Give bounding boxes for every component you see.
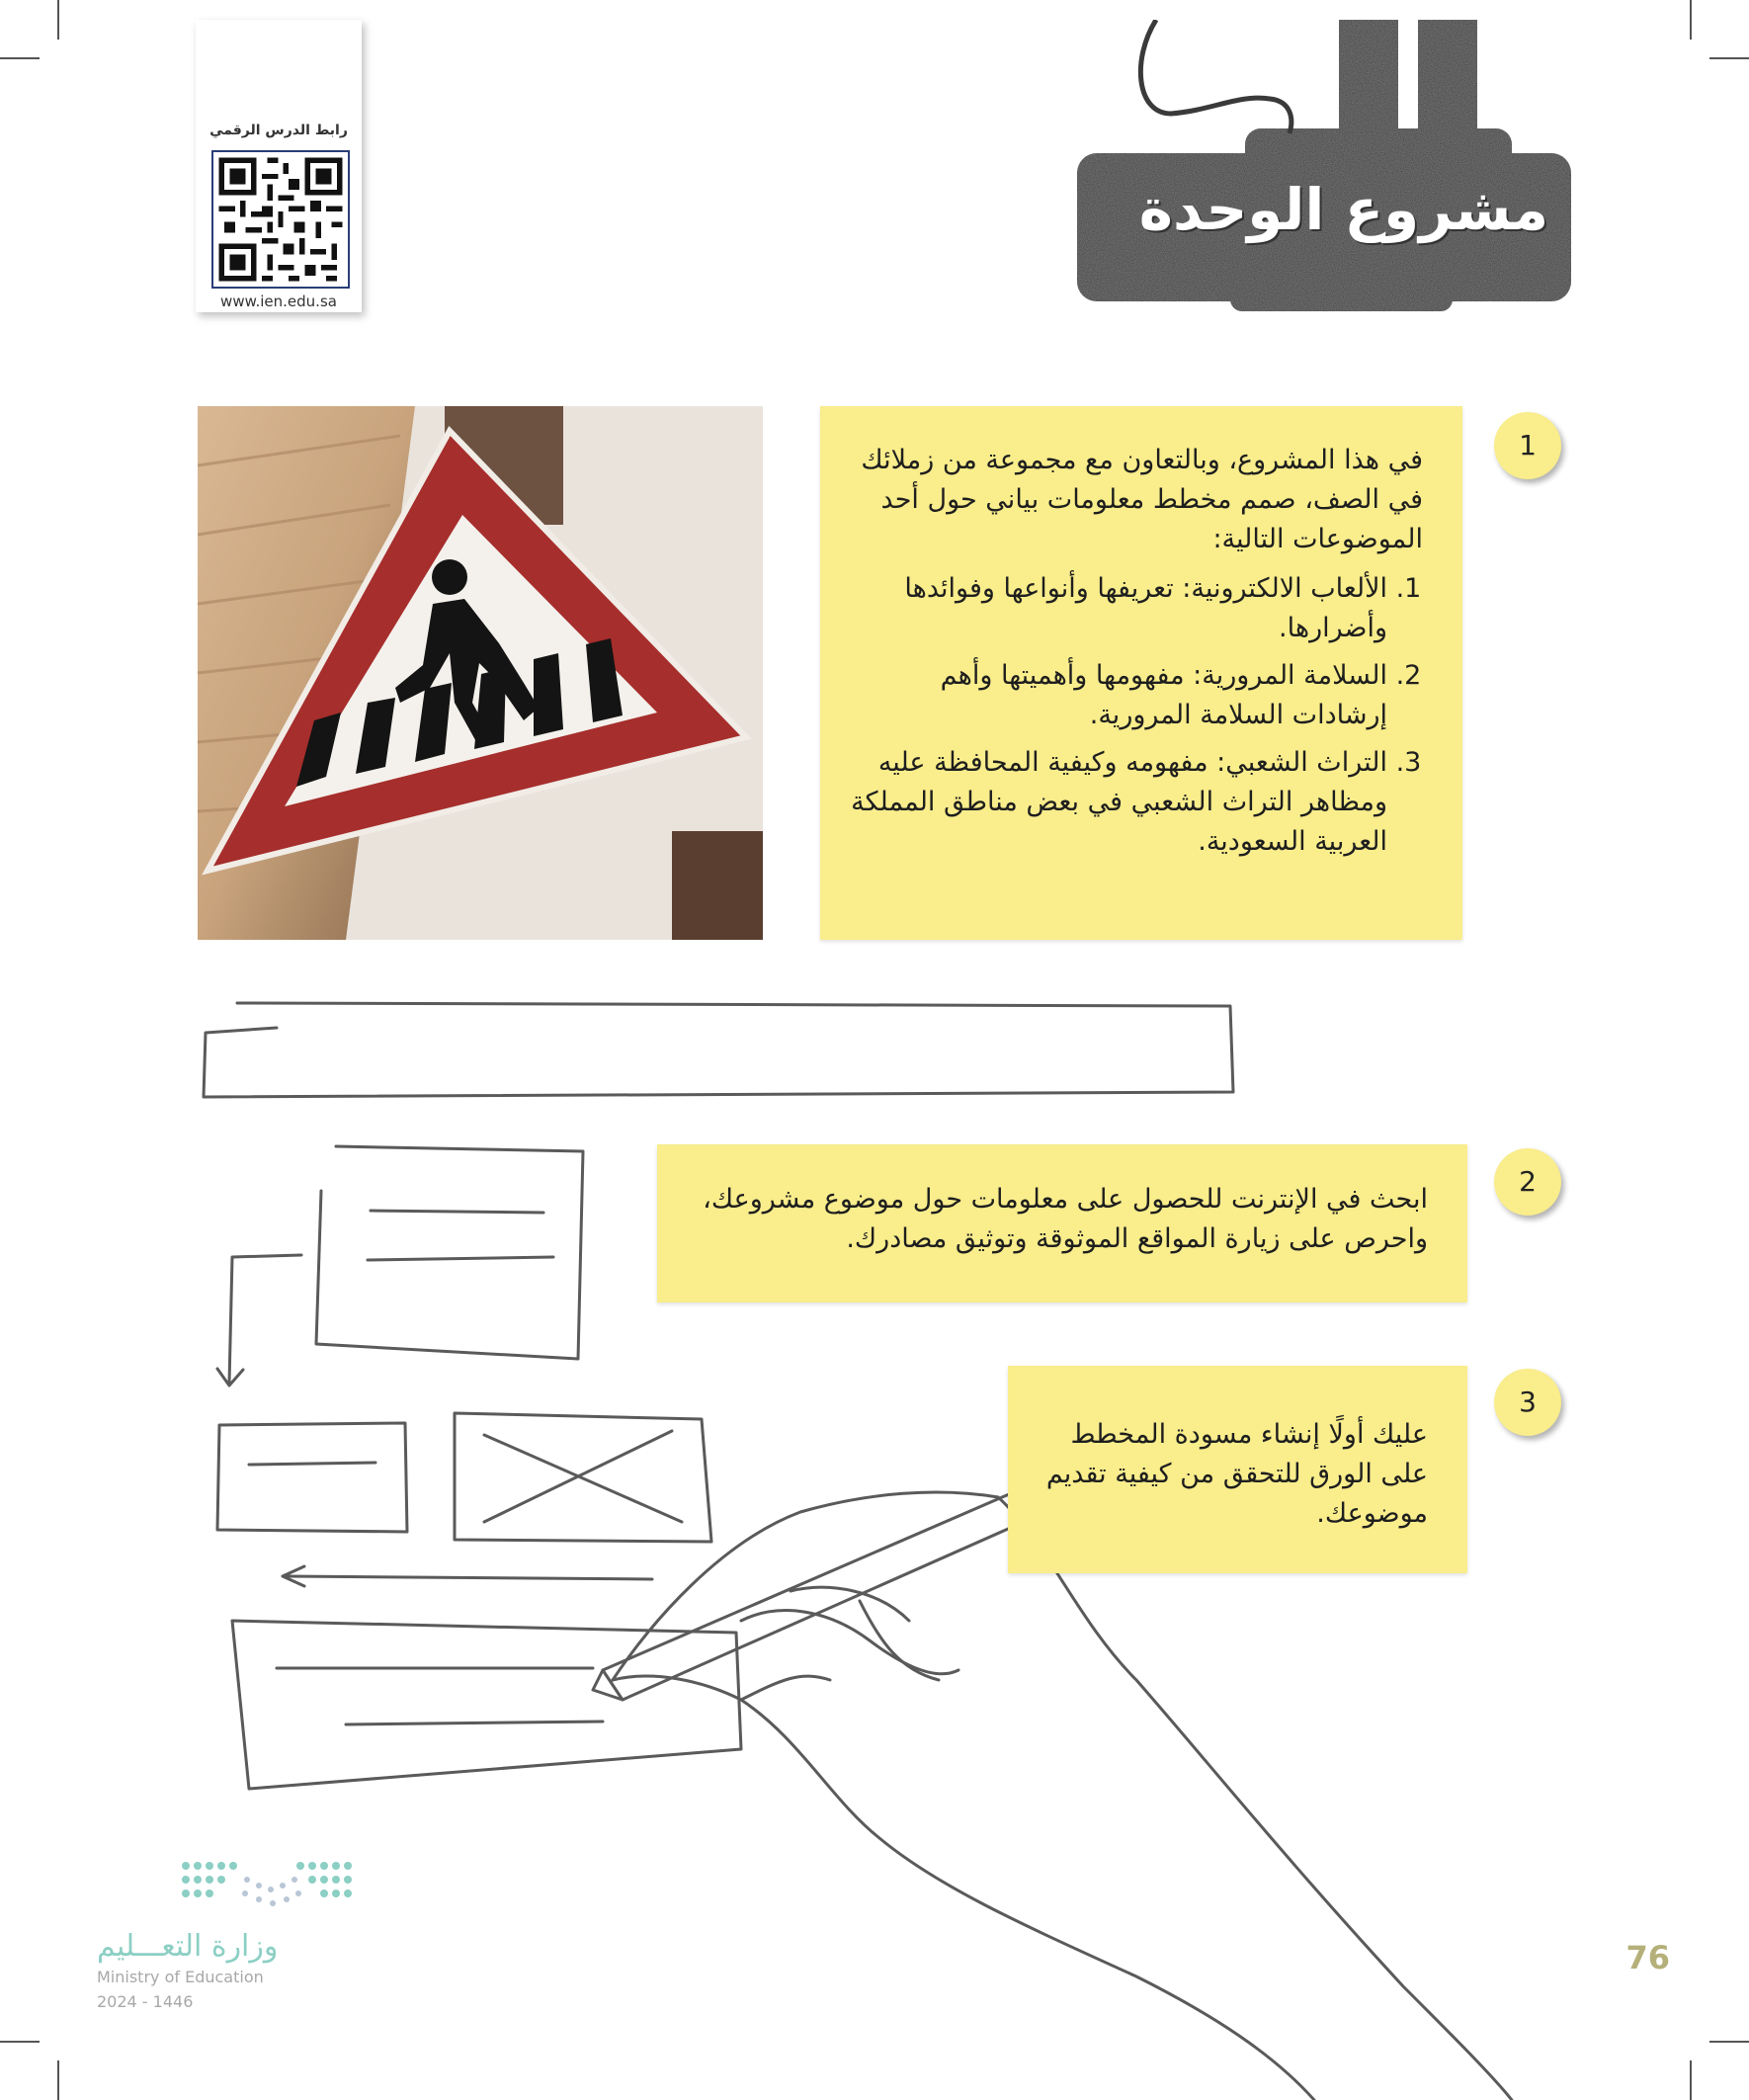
step-number-badge: 3	[1494, 1369, 1561, 1436]
topic-item: 1. الألعاب الالكترونية: تعريفها وأنواعها وفوائدها وأضرارها.	[850, 569, 1387, 648]
crop-mark	[0, 57, 40, 59]
topic-item: 3. التراث الشعبي: مفهومه وكيفية المحافظة عليه ومظاهر التراث الشعبي في بعض مناطق المملكة العربية السعودية.	[850, 743, 1387, 862]
ministry-name-arabic: وزارة التعـــليم	[97, 1929, 279, 1964]
crop-mark	[57, 0, 59, 40]
crop-mark	[1709, 57, 1749, 59]
pedestrian-crossing-sign-image	[198, 406, 763, 940]
crop-mark	[1690, 0, 1692, 40]
ministry-name-english: Ministry of Education	[97, 1968, 264, 1986]
step-2-text: ابحث في الإنترنت للحصول على معلومات حول موضوع مشروعك، واحرص على زيارة المواقع الموثوقة وتوثيق مصادرك.	[703, 1184, 1428, 1254]
page-title: مشروع الوحدة	[1138, 176, 1549, 243]
ministry-year: 2024 - 1446	[97, 1992, 194, 2011]
step-2-note	[657, 1144, 1467, 1302]
page-number: 76	[1625, 1939, 1670, 1976]
crop-mark	[0, 2041, 40, 2043]
step-3-note	[1008, 1366, 1467, 1573]
digital-lesson-card[interactable]	[196, 20, 362, 312]
step-number-badge: 2	[1494, 1148, 1561, 1216]
qr-code-icon[interactable]	[211, 150, 350, 289]
step-1-note	[820, 406, 1462, 940]
crop-mark	[1709, 2041, 1749, 2043]
qr-label: رابط الدرس الرقمي	[209, 123, 348, 138]
step-number-badge: 1	[1494, 412, 1561, 479]
topic-item: 2. السلامة المرورية: مفهومها وأهميتها وأهم إرشادات السلامة المرورية.	[850, 656, 1387, 735]
crop-mark	[57, 2060, 59, 2100]
ministry-logo-icon	[178, 1858, 356, 1912]
qr-url[interactable]: www.ien.edu.sa	[220, 293, 337, 310]
crop-mark	[1690, 2060, 1692, 2100]
step-1-intro: في هذا المشروع، وبالتعاون مع مجموعة من زملائك في الصف، صمم مخطط معلومات بياني حول أحد الموضوعات التالية:	[861, 445, 1423, 554]
title-banner-graphic	[1072, 20, 1586, 316]
step-3-text: عليك أولًا إنشاء مسودة المخطط على الورق للتحقق من كيفية تقديم موضوعك.	[1045, 1419, 1428, 1529]
